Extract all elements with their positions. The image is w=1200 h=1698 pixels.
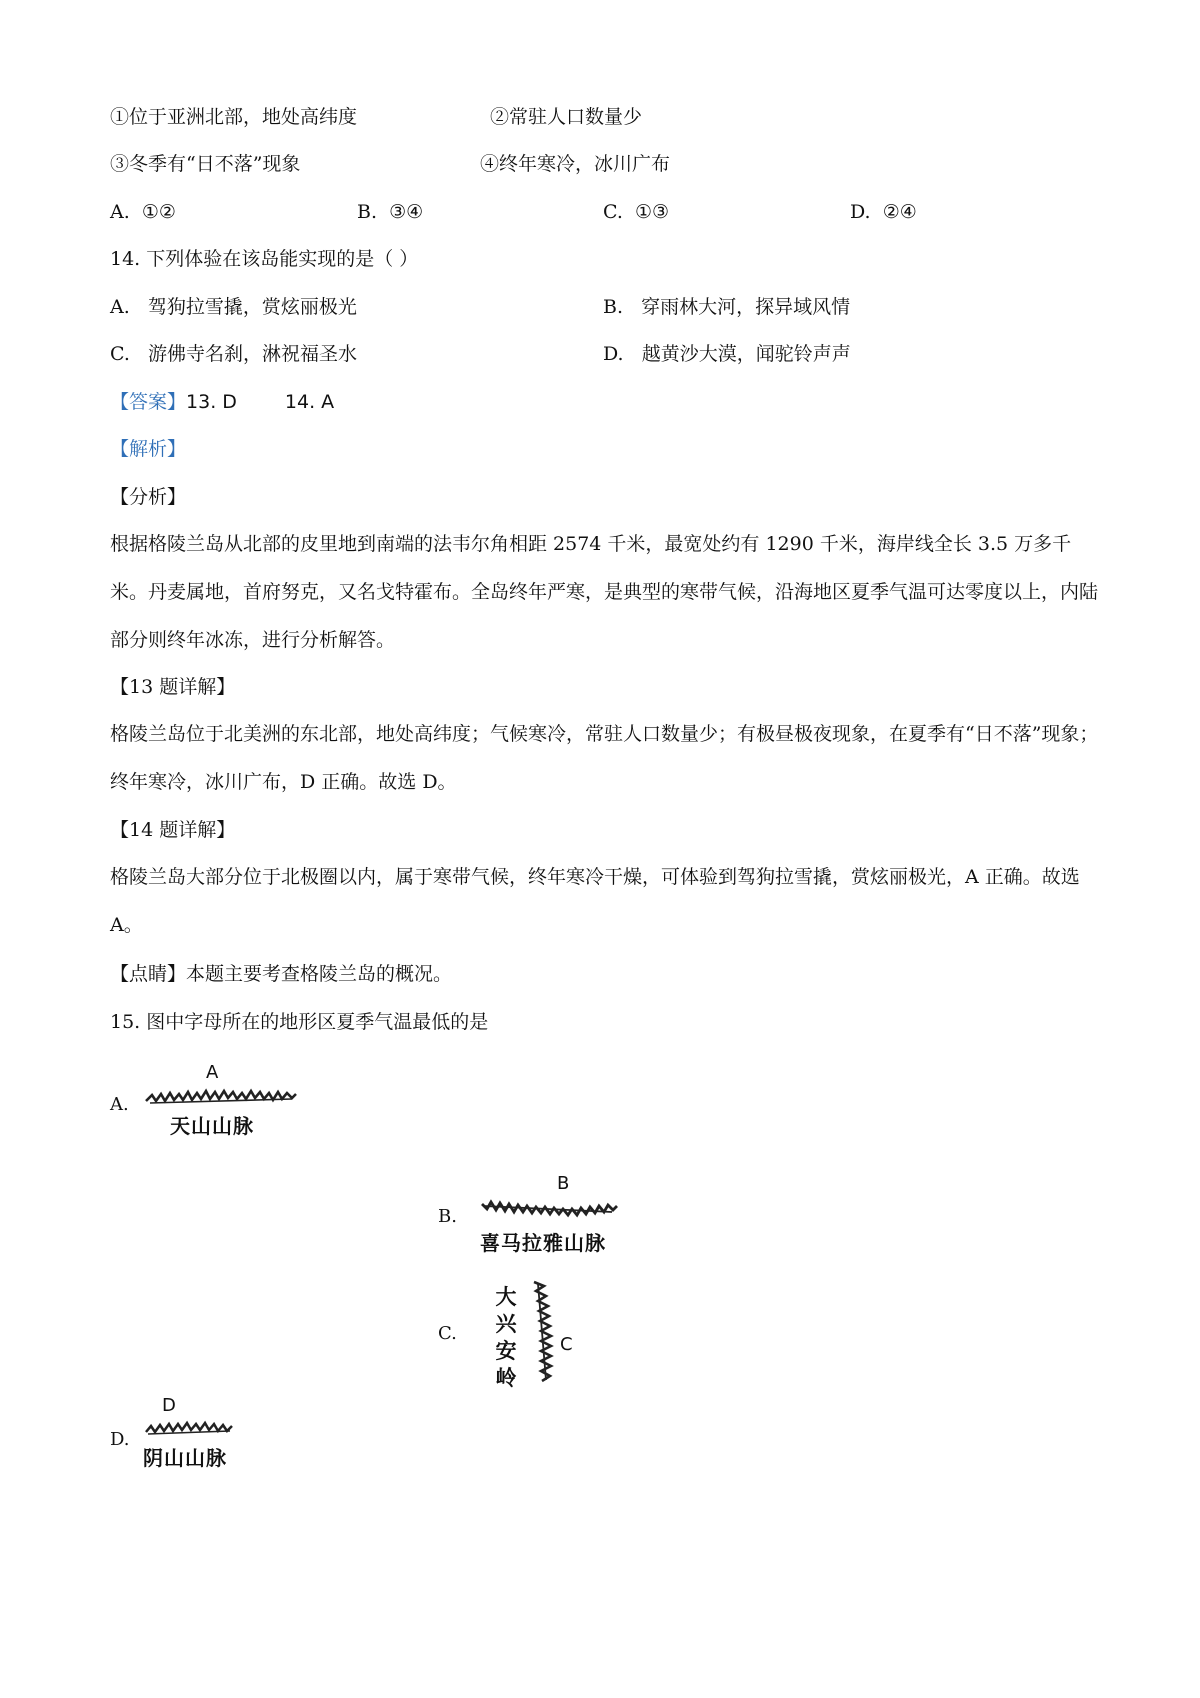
choice-text: ②④: [882, 201, 917, 223]
answer-13: 13. D: [186, 391, 237, 413]
detail14-tag: 【14 题详解】: [110, 819, 236, 841]
choice-letter: C.: [110, 343, 130, 365]
q14-choice-c: [110, 342, 357, 366]
q15-option-c-name: 大兴安岭: [495, 1284, 517, 1390]
detail13-tag: 【13 题详解】: [110, 676, 236, 698]
answer-14: 14. A: [284, 391, 335, 413]
detail14-text: 格陵兰岛大部分位于北极圈以内，属于寒带气候，终年寒冷干燥，可体验到驾狗拉雪撬，赏炫丽极光，A 正确。故选 A。: [110, 866, 1080, 936]
choice-text: 穿雨林大河，探异域风情: [641, 296, 851, 318]
choice-letter: B.: [357, 201, 378, 223]
q15-option-c-letter: C.: [438, 1323, 457, 1344]
choice-text: 游佛寺名刹，淋祝福圣水: [148, 343, 358, 365]
q15-option-d-name: 阴山山脉: [143, 1446, 227, 1470]
choice-letter: C.: [603, 201, 623, 223]
q15-marker-b: B: [557, 1173, 570, 1194]
choice-text: 越黄沙大漠，闻驼铃声声: [641, 343, 851, 365]
choice-letter: A.: [110, 201, 130, 223]
dianjing: 【点睛】本题主要考查格陵兰岛的概况。: [110, 963, 453, 985]
fenxi-text: 根据格陵兰岛从北部的皮里地到南端的法韦尔角相距 2574 千米，最宽处约有 1290 千米，海岸线全长 3.5 万多千米。丹麦属地，首府努克，又名戈特霍布。全岛终年严寒，是典型的寒带气候，沿海地区夏季气温可达零度以上，内陆部分则终年冰冻，进行分析解答。: [110, 533, 1099, 651]
choice-text: ①③: [635, 201, 670, 223]
q15-option-a-letter: A.: [110, 1094, 129, 1115]
choice-text: ③④: [389, 201, 424, 223]
q14-choice-b: [603, 295, 850, 319]
q14-stem: 14. 下列体验在该岛能实现的是（ ）: [110, 248, 419, 270]
q15-option-b-name: 喜马拉雅山脉: [480, 1231, 606, 1255]
choice-letter: B.: [603, 296, 624, 318]
mountain-ridge-icon: [482, 1198, 617, 1222]
q13-choice-b: [357, 200, 423, 224]
choice-text: 驾狗拉雪撬，赏炫丽极光: [147, 296, 357, 318]
choice-letter: D.: [850, 201, 871, 223]
mountain-ridge-icon: [146, 1420, 232, 1438]
choice-letter: D.: [603, 343, 624, 365]
analysis-tag: 【解析】: [110, 438, 187, 460]
q15-marker-d: D: [162, 1395, 176, 1416]
mountain-ridge-icon: [526, 1282, 556, 1382]
q13-choice-d: [850, 200, 917, 224]
answer-tag: 【答案】: [110, 391, 187, 413]
detail13-text: 格陵兰岛位于北美洲的东北部，地处高纬度；气候寒冷，常驻人口数量少；有极昼极夜现象，在夏季有“日不落”现象；终年寒冷，冰川广布，D 正确。故选 D。: [110, 723, 1099, 793]
q13-option-4: ④终年寒冷，冰川广布: [480, 153, 671, 175]
mountain-ridge-icon: [146, 1088, 296, 1108]
q15-option-d-letter: D.: [110, 1429, 130, 1450]
choice-text: ①②: [141, 201, 176, 223]
q15-marker-c: C: [560, 1334, 573, 1355]
answer-line: [110, 390, 334, 414]
q13-option-2: ②常驻人口数量少: [490, 106, 643, 128]
choice-letter: A.: [110, 296, 130, 318]
q13-option-1: ①位于亚洲北部，地处高纬度: [110, 106, 358, 128]
q15-stem: 15. 图中字母所在的地形区夏季气温最低的是: [110, 1011, 489, 1033]
q13-choice-c: [603, 200, 669, 224]
q13-option-3: ③冬季有“日不落”现象: [110, 153, 301, 175]
fenxi-tag: 【分析】: [110, 486, 187, 508]
q13-choice-a: [110, 200, 176, 224]
q15-marker-a: A: [206, 1062, 219, 1083]
q14-choice-d: [603, 342, 851, 366]
q15-option-a-name: 天山山脉: [170, 1114, 254, 1138]
q15-option-b-letter: B.: [438, 1206, 457, 1227]
q14-choice-a: [110, 295, 357, 319]
